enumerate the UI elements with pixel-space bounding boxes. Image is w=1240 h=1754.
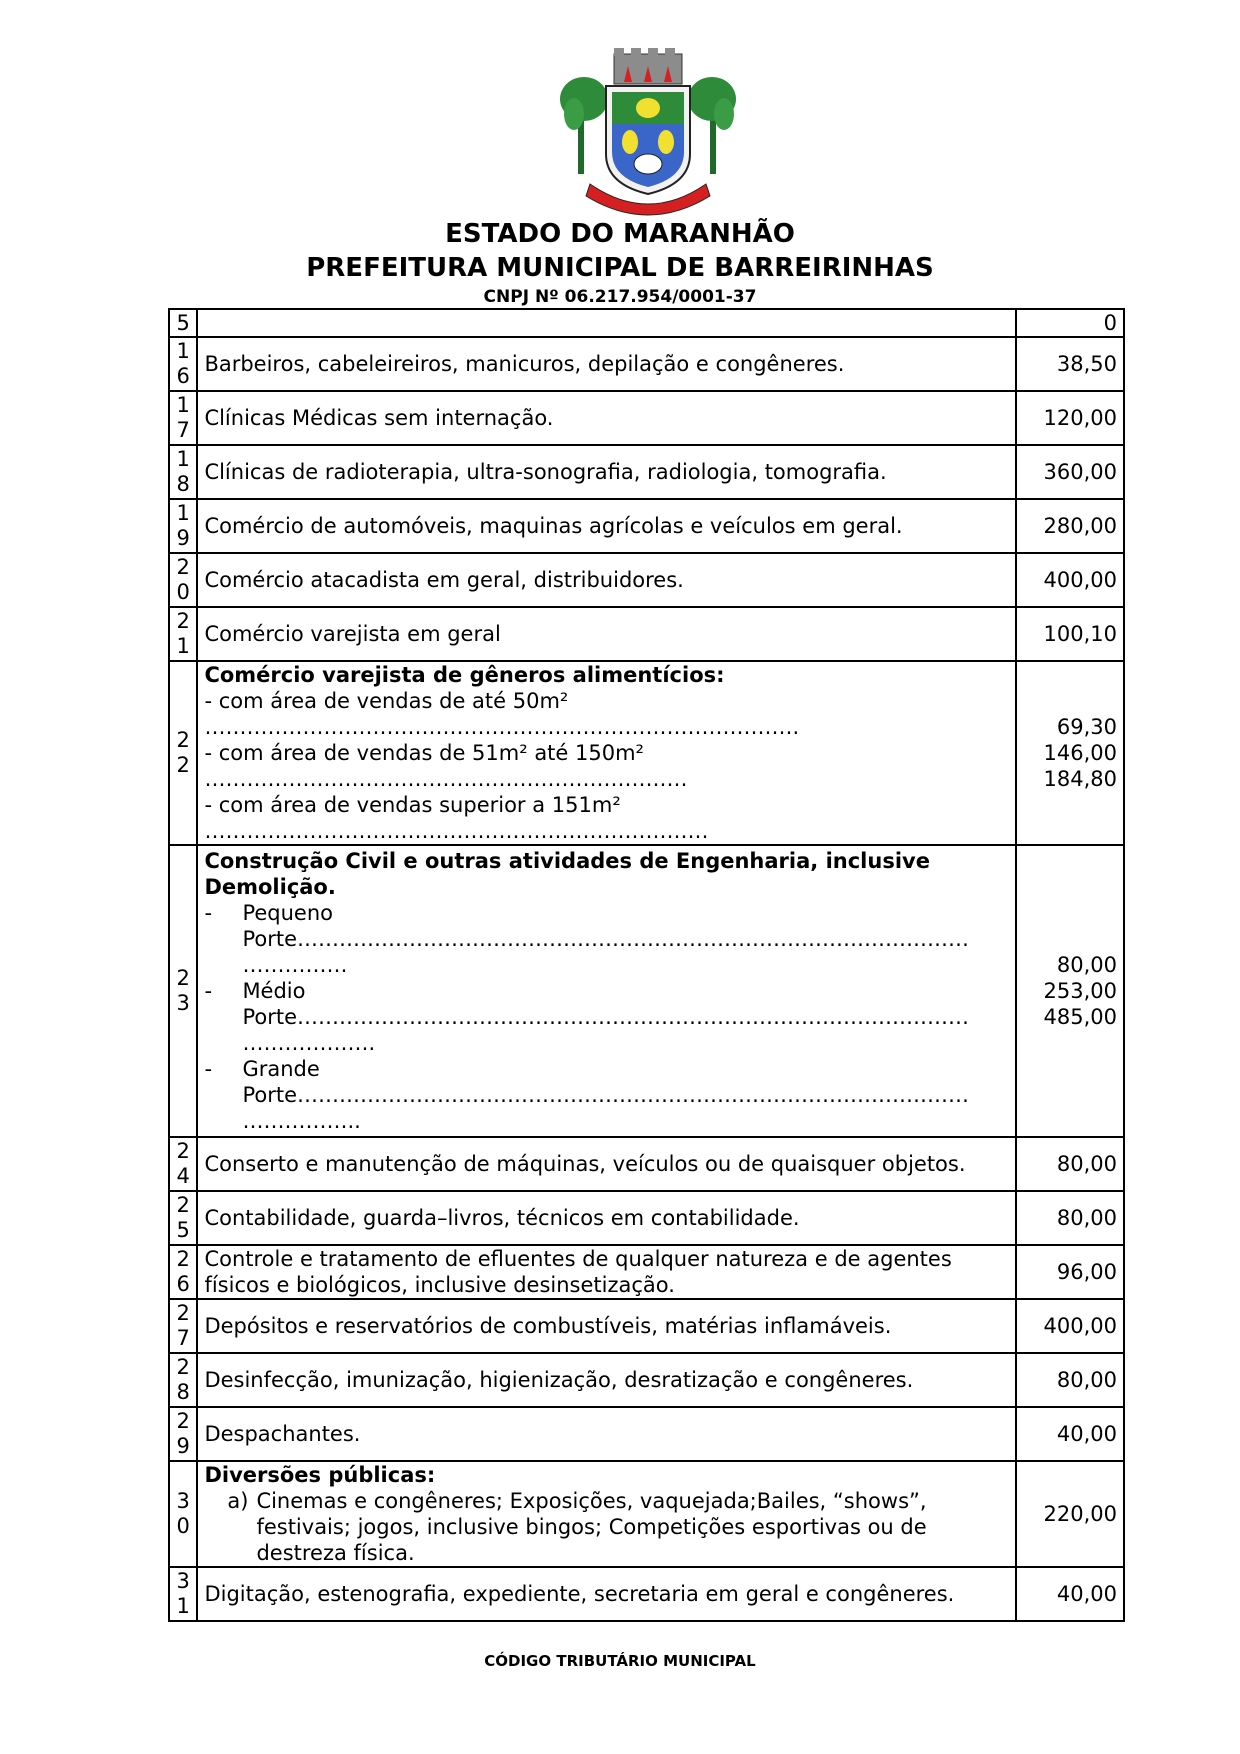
row-description: Comércio de automóveis, maquinas agrícolas e veículos em geral. bbox=[197, 499, 1016, 553]
row-number: 2 4 bbox=[169, 1137, 197, 1191]
bullet-dash: - bbox=[204, 901, 213, 925]
value-item: 69,30 bbox=[1056, 715, 1117, 739]
row-number: 2 7 bbox=[169, 1299, 197, 1353]
row-description: Despachantes. bbox=[197, 1407, 1016, 1461]
row-description: Barbeiros, cabeleireiros, manicuros, depilação e congêneres. bbox=[197, 337, 1016, 391]
table-row bbox=[169, 845, 1124, 1137]
value-item: 253,00 bbox=[1043, 979, 1117, 1003]
row-value bbox=[1016, 661, 1124, 845]
row-number: 1 9 bbox=[169, 499, 197, 553]
table-row bbox=[169, 607, 1124, 661]
item-text: Cinemas e congêneres; Exposições, vaquejada;Bailes, “shows”, festivais; jogos, inclusive bingos; Competições esportivas ou de destreza física. bbox=[256, 1489, 927, 1565]
item-label: a) bbox=[227, 1489, 249, 1513]
table-row bbox=[169, 337, 1124, 391]
list-item bbox=[204, 900, 1009, 978]
row-title: Comércio varejista de gêneros alimentícios: bbox=[204, 663, 725, 687]
row-value: 100,10 bbox=[1016, 607, 1124, 661]
leader-dots: …………………………………………………………… bbox=[204, 767, 688, 791]
leader-dots: …………………………………………………………………………. bbox=[204, 715, 800, 739]
row-description bbox=[197, 845, 1016, 1137]
row-value: 40,00 bbox=[1016, 1407, 1124, 1461]
row-title: Diversões públicas: bbox=[204, 1463, 436, 1487]
row-number: 2 0 bbox=[169, 553, 197, 607]
row-number: 2 9 bbox=[169, 1407, 197, 1461]
table-row bbox=[169, 391, 1124, 445]
value-item: 485,00 bbox=[1043, 1005, 1117, 1029]
table-row bbox=[169, 309, 1124, 337]
row-value: 400,00 bbox=[1016, 553, 1124, 607]
row-number: 1 6 bbox=[169, 337, 197, 391]
row-number: 2 5 bbox=[169, 1191, 197, 1245]
row-description: Clínicas Médicas sem internação. bbox=[197, 391, 1016, 445]
prefecture-title: PREFEITURA MUNICIPAL DE BARREIRINHAS bbox=[306, 253, 934, 283]
table-row bbox=[169, 1137, 1124, 1191]
table-row bbox=[169, 1191, 1124, 1245]
table-row bbox=[169, 1245, 1124, 1299]
row-value: 280,00 bbox=[1016, 499, 1124, 553]
row-title: Construção Civil e outras atividades de Engenharia, inclusive Demolição. bbox=[204, 849, 930, 899]
row-description bbox=[197, 309, 1016, 337]
list-item bbox=[204, 978, 1009, 1056]
row-description: Digitação, estenografia, expediente, secretaria em geral e congêneres. bbox=[197, 1567, 1016, 1621]
row-number: 2 3 bbox=[169, 845, 197, 1137]
row-number: 2 1 bbox=[169, 607, 197, 661]
cnpj-number: CNPJ Nº 06.217.954/0001-37 bbox=[483, 287, 757, 307]
leader-dots: ……………………………………………………………… bbox=[204, 819, 709, 843]
row-value: 80,00 bbox=[1016, 1353, 1124, 1407]
value-item: 80,00 bbox=[1056, 953, 1117, 977]
bullet-dash: - bbox=[204, 1057, 213, 1081]
tax-table bbox=[168, 308, 1125, 1622]
table-row bbox=[169, 553, 1124, 607]
row-number: 3 1 bbox=[169, 1567, 197, 1621]
bullet-dash: - bbox=[204, 979, 213, 1003]
row-description: Conserto e manutenção de máquinas, veículos ou de quaisquer objetos. bbox=[197, 1137, 1016, 1191]
row-value: 40,00 bbox=[1016, 1567, 1124, 1621]
value-item: 184,80 bbox=[1043, 767, 1117, 791]
row-value: 80,00 bbox=[1016, 1137, 1124, 1191]
list-item: - com área de vendas superior a 151m² bbox=[204, 793, 621, 817]
row-value: 0 bbox=[1016, 309, 1124, 337]
row-value: 38,50 bbox=[1016, 337, 1124, 391]
row-value: 400,00 bbox=[1016, 1299, 1124, 1353]
row-value: 96,00 bbox=[1016, 1245, 1124, 1299]
row-number: 2 2 bbox=[169, 661, 197, 845]
row-value: 120,00 bbox=[1016, 391, 1124, 445]
value-item: 146,00 bbox=[1043, 741, 1117, 765]
table-row bbox=[169, 499, 1124, 553]
size-name: Grande bbox=[242, 1057, 320, 1081]
size-name: Pequeno bbox=[242, 901, 333, 925]
leader-dots: Porte…………………………………………………………………………………… bbox=[242, 927, 969, 951]
row-number: 1 8 bbox=[169, 445, 197, 499]
row-description: Comércio varejista em geral bbox=[197, 607, 1016, 661]
row-number: 1 7 bbox=[169, 391, 197, 445]
row-value: 80,00 bbox=[1016, 1191, 1124, 1245]
table-row bbox=[169, 445, 1124, 499]
row-number: 3 0 bbox=[169, 1461, 197, 1567]
table-row bbox=[169, 1299, 1124, 1353]
leader-dots: Porte…………………………………………………………………………………… bbox=[242, 1005, 969, 1029]
list-item bbox=[204, 1056, 1009, 1134]
row-description: Clínicas de radioterapia, ultra-sonografia, radiologia, tomografia. bbox=[197, 445, 1016, 499]
leader-dots: …………….. bbox=[242, 1109, 361, 1133]
row-number: 2 6 bbox=[169, 1245, 197, 1299]
row-description bbox=[197, 1461, 1016, 1567]
leader-dots: …………… bbox=[242, 953, 348, 977]
row-value: 360,00 bbox=[1016, 445, 1124, 499]
page-footer: CÓDIGO TRIBUTÁRIO MUNICIPAL bbox=[484, 1652, 756, 1670]
row-description: Comércio atacadista em geral, distribuidores. bbox=[197, 553, 1016, 607]
list-item: - com área de vendas de 51m² até 150m² bbox=[204, 741, 644, 765]
table-row bbox=[169, 661, 1124, 845]
leader-dots: ………………. bbox=[242, 1031, 376, 1055]
state-title: ESTADO DO MARANHÃO bbox=[445, 219, 795, 249]
table-row bbox=[169, 1567, 1124, 1621]
row-description: Desinfecção, imunização, higienização, desratização e congêneres. bbox=[197, 1353, 1016, 1407]
list-item: - com área de vendas de até 50m² bbox=[204, 689, 569, 713]
leader-dots: Porte…………………………………………………………………………………… bbox=[242, 1083, 969, 1107]
municipal-coat-of-arms-icon bbox=[560, 44, 736, 216]
row-description: Controle e tratamento de efluentes de qualquer natureza e de agentes físicos e biológicos, inclusive desinsetização. bbox=[197, 1245, 1016, 1299]
row-description: Depósitos e reservatórios de combustíveis, matérias inflamáveis. bbox=[197, 1299, 1016, 1353]
row-number: 2 8 bbox=[169, 1353, 197, 1407]
table-row bbox=[169, 1461, 1124, 1567]
table-row bbox=[169, 1353, 1124, 1407]
row-value: 220,00 bbox=[1016, 1461, 1124, 1567]
table-row bbox=[169, 1407, 1124, 1461]
row-description bbox=[197, 661, 1016, 845]
list-item bbox=[204, 1488, 1009, 1566]
row-description: Contabilidade, guarda–livros, técnicos em contabilidade. bbox=[197, 1191, 1016, 1245]
size-name: Médio bbox=[242, 979, 306, 1003]
row-value bbox=[1016, 845, 1124, 1137]
row-number: 5 bbox=[169, 309, 197, 337]
